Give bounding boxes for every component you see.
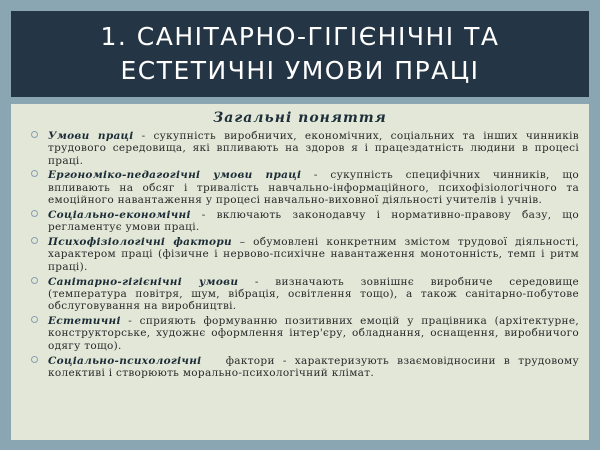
item-term: Умови праці <box>48 130 134 142</box>
item-term: Санітарно-гігієнічні умови <box>48 275 239 288</box>
circle-bullet-icon <box>31 316 38 323</box>
circle-bullet-icon <box>31 356 38 363</box>
circle-bullet-icon <box>31 131 38 138</box>
definitions-list <box>31 130 583 382</box>
content-panel <box>11 104 589 440</box>
item-text: фактори - характеризують взаємовідносини в трудовому колективі і створюють морально-психологічний клімат. <box>48 354 583 379</box>
list-item <box>31 276 579 313</box>
item-term: Естетичні <box>48 315 121 328</box>
item-text: - включають законодавчу і нормативно-правову базу, що регламентує умови праці. <box>48 208 579 234</box>
list-item <box>31 236 579 273</box>
item-text: - сукупність виробничих, економічних, соціальних та інших чинників трудового середовища, які впливають на здоров я і працездатність людини в процесі праці. <box>48 130 579 167</box>
list-item <box>31 209 579 234</box>
circle-bullet-icon <box>31 237 38 244</box>
title-banner <box>11 11 589 97</box>
list-item <box>31 130 579 167</box>
circle-bullet-icon <box>31 277 38 284</box>
list-item <box>31 169 579 206</box>
item-term: Ергономіко-педагогічні умови праці <box>48 169 302 182</box>
item-text: - сукупність специфічних чинників, що впливають на обсяг і тривалість навчально-інформаційного, психофізіологічного та емоційного навантаження у процесі навчально-виховної діяльності учителів і учнів. <box>48 169 579 207</box>
item-term: Психофізіологічні фактори <box>48 236 232 249</box>
item-text: - сприяють формуванню позитивних емоцій у працівника (архітектурне, конструкторське, художнє оформлення інтер'єру, обладнання, оснащення, виробничого одягу тощо). <box>48 315 579 352</box>
item-text: – обумовлені конкретним змістом трудової діяльності, характером праці (фізичне і нервово-психічне навантаження монотонність, темп і ритм праці). <box>48 236 579 273</box>
circle-bullet-icon <box>31 210 38 217</box>
item-term: Соціально-психологічні <box>48 354 202 367</box>
slide-title: 1. САНІТАРНО-ГІГІЄНІЧНІ ТА ЕСТЕТИЧНІ УМОВИ ПРАЦІ <box>100 22 500 85</box>
circle-bullet-icon <box>31 170 38 177</box>
item-text: - визначають зовнішнє виробниче середовище (температура повітря, шум, вібрація, освітлення тощо), а також санітарно-побутове обслуговування на виробництві. <box>48 275 580 313</box>
section-subtitle: Загальні поняття <box>213 110 387 126</box>
item-term: Соціально-економічні <box>48 208 191 221</box>
list-item <box>31 354 583 380</box>
list-item <box>31 315 579 352</box>
